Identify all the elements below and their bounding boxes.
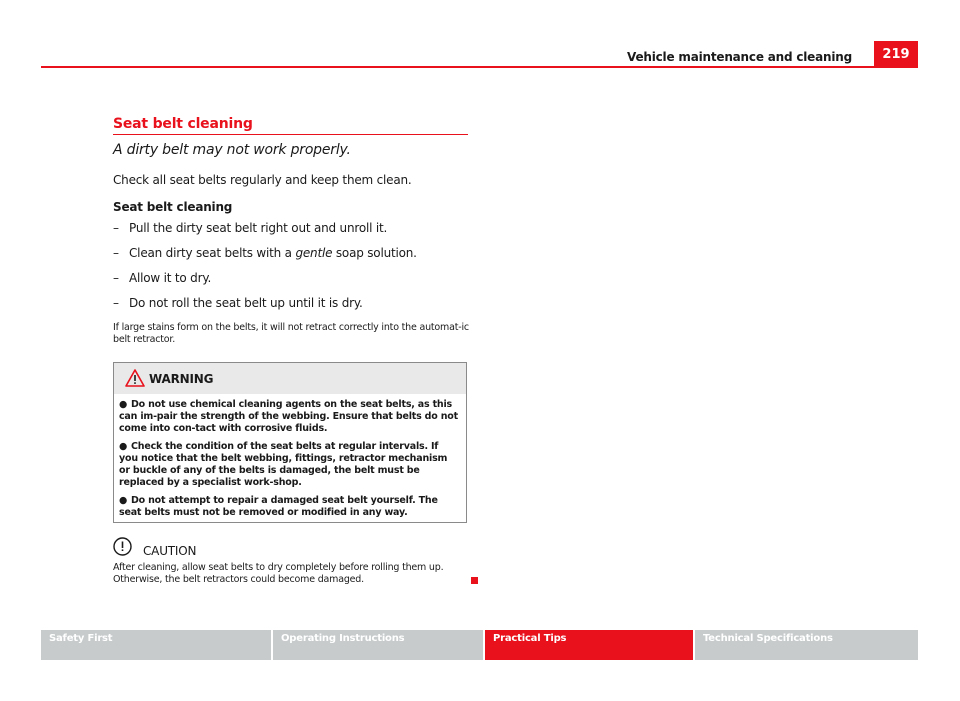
step-emphasis: gentle xyxy=(295,246,333,260)
warning-item xyxy=(119,441,460,489)
step-dash: – xyxy=(113,246,119,260)
header-rule xyxy=(41,66,918,68)
warning-box xyxy=(113,362,467,523)
step-text-end: soap solution. xyxy=(332,246,417,260)
section-title-rule xyxy=(113,134,468,135)
section-subtitle: A dirty belt may not work properly. xyxy=(113,142,351,158)
caution-text: After cleaning, allow seat belts to dry completely before rolling them up. Otherwise, the belt retractors could become damaged. xyxy=(113,562,444,585)
running-header-title: Vehicle maintenance and cleaning xyxy=(627,50,852,64)
end-of-section-icon xyxy=(471,577,478,584)
step-text: Do not roll the seat belt up until it is dry. xyxy=(129,296,363,310)
warning-item xyxy=(119,495,460,519)
footer-tab-operating-instructions[interactable]: Operating Instructions xyxy=(271,630,483,660)
footer-tab-technical-specifications[interactable]: Technical Specifications xyxy=(693,630,918,660)
footer-tab-safety-first[interactable]: Safety First xyxy=(41,630,271,660)
intro-text: Check all seat belts regularly and keep them clean. xyxy=(113,173,412,187)
warning-item-text: Check the condition of the seat belts at regular intervals. If you notice that the belt webbing, fittings, retractor mechanism or buckle of any of the belts is damaged, the belt must be replaced by a specialist work-shop. xyxy=(119,441,448,488)
step-text: Clean dirty seat belts with a xyxy=(129,246,296,260)
step-item xyxy=(113,246,417,260)
warning-body xyxy=(114,394,466,519)
section-title: Seat belt cleaning xyxy=(113,116,253,132)
step-item xyxy=(113,296,363,310)
footer-tab-practical-tips[interactable]: Practical Tips xyxy=(483,630,693,660)
warning-bullet: ● xyxy=(119,441,128,452)
note-text: If large stains form on the belts, it will not retract correctly into the automat-ic belt retractor. xyxy=(113,322,469,345)
warning-bullet: ● xyxy=(119,495,128,506)
caution-circle-icon xyxy=(113,537,132,556)
footer-nav xyxy=(41,630,918,660)
step-dash: – xyxy=(113,296,119,310)
warning-item-text: Do not attempt to repair a damaged seat belt yourself. The seat belts must not be removed or modified in any way. xyxy=(119,495,438,518)
warning-header xyxy=(114,363,466,394)
page-number: 219 xyxy=(874,41,918,67)
warning-item xyxy=(119,399,460,435)
steps-heading: Seat belt cleaning xyxy=(113,200,233,214)
step-text: Pull the dirty seat belt right out and unroll it. xyxy=(129,221,388,235)
step-text: Allow it to dry. xyxy=(129,271,212,285)
warning-item-text: Do not use chemical cleaning agents on the seat belts, as this can im-pair the strength of the webbing. Ensure that belts do not come into con-tact with corrosive fluids. xyxy=(119,399,458,434)
step-item xyxy=(113,221,387,235)
warning-label: WARNING xyxy=(149,372,214,386)
step-dash: – xyxy=(113,271,119,285)
step-item xyxy=(113,271,211,285)
warning-triangle-icon xyxy=(125,369,145,387)
warning-bullet: ● xyxy=(119,399,128,410)
caution-label: CAUTION xyxy=(143,544,197,558)
step-dash: – xyxy=(113,221,119,235)
